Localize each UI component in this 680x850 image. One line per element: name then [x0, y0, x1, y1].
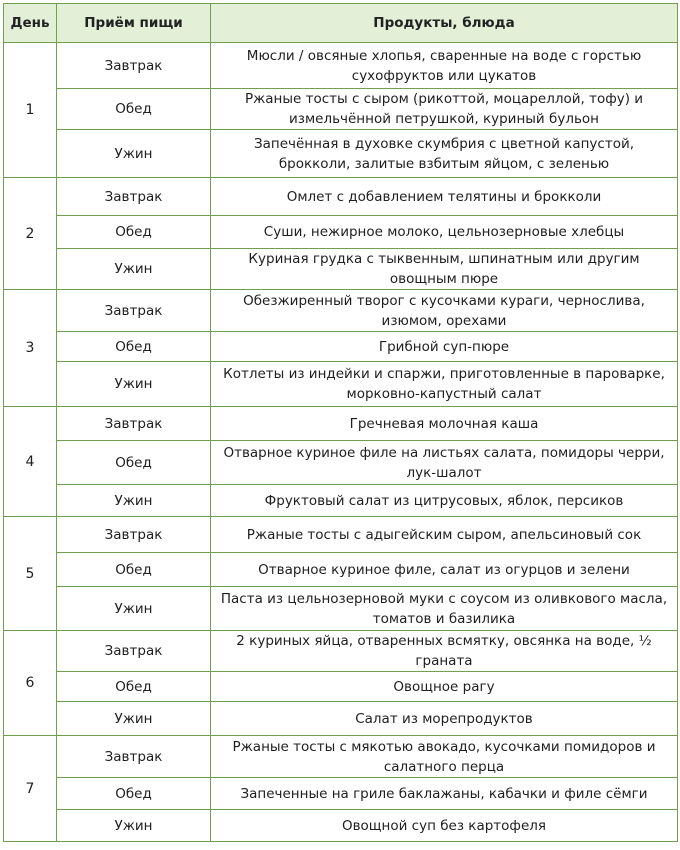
header-dishes: Продукты, блюда: [211, 4, 678, 43]
table-row: [4, 587, 678, 631]
table-row: [4, 216, 678, 249]
meal-name: Обед: [57, 89, 211, 130]
meal-name: Завтрак: [57, 43, 211, 89]
table-row: [4, 553, 678, 587]
meal-name: Завтрак: [57, 736, 211, 778]
table-row: [4, 631, 678, 672]
header-meal: Приём пищи: [57, 4, 211, 43]
dish-description: Грибной суп-пюре: [211, 332, 678, 362]
meal-name: Ужин: [57, 810, 211, 842]
table-row: [4, 672, 678, 702]
table-row: [4, 407, 678, 441]
dish-description: Ржаные тосты с мякотью авокадо, кусочками помидоров и салатного перца: [211, 736, 678, 778]
table-row: [4, 130, 678, 178]
day-number: 4: [4, 407, 57, 517]
dish-description: Запеченные на гриле баклажаны, кабачки и филе сёмги: [211, 778, 678, 810]
dish-description: Гречневая молочная каша: [211, 407, 678, 441]
table-row: [4, 362, 678, 407]
meal-name: Обед: [57, 441, 211, 485]
meal-name: Обед: [57, 332, 211, 362]
dish-description: Овощное рагу: [211, 672, 678, 702]
meal-name: Ужин: [57, 130, 211, 178]
dish-description: Фруктовый салат из цитрусовых, яблок, персиков: [211, 485, 678, 517]
meal-name: Ужин: [57, 249, 211, 290]
table-row: [4, 778, 678, 810]
table-row: [4, 810, 678, 842]
day-number: 2: [4, 178, 57, 290]
dish-description: Мюсли / овсяные хлопья, сваренные на воде с горстью сухофруктов или цукатов: [211, 43, 678, 89]
table-row: [4, 290, 678, 332]
meal-name: Обед: [57, 672, 211, 702]
meal-name: Ужин: [57, 362, 211, 407]
dish-description: Обезжиренный творог с кусочками кураги, чернослива, изюмом, орехами: [211, 290, 678, 332]
dish-description: Суши, нежирное молоко, цельнозерновые хлебцы: [211, 216, 678, 249]
meal-name: Ужин: [57, 587, 211, 631]
dish-description: Паста из цельнозерновой муки с соусом из оливкового масла, томатов и базилика: [211, 587, 678, 631]
meal-name: Завтрак: [57, 290, 211, 332]
dish-description: Отварное куриное филе, салат из огурцов и зелени: [211, 553, 678, 587]
header-day: День: [4, 4, 57, 43]
meal-name: Обед: [57, 216, 211, 249]
dish-description: Омлет с добавлением телятины и брокколи: [211, 178, 678, 216]
table-row: [4, 178, 678, 216]
meal-name: Завтрак: [57, 407, 211, 441]
meal-name: Завтрак: [57, 517, 211, 553]
day-number: 3: [4, 290, 57, 407]
table-row: [4, 441, 678, 485]
table-row: [4, 43, 678, 89]
dish-description: Салат из морепродуктов: [211, 702, 678, 736]
meal-name: Ужин: [57, 702, 211, 736]
meal-name: Ужин: [57, 485, 211, 517]
meal-name: Обед: [57, 553, 211, 587]
dish-description: Отварное куриное филе на листьях салата, помидоры черри, лук-шалот: [211, 441, 678, 485]
day-number: 6: [4, 631, 57, 736]
table-row: [4, 485, 678, 517]
day-number: 1: [4, 43, 57, 178]
meal-name: Завтрак: [57, 178, 211, 216]
meal-plan-table: [3, 3, 678, 842]
day-number: 5: [4, 517, 57, 631]
dish-description: Ржаные тосты с сыром (рикоттой, моцареллой, тофу) и измельчённой петрушкой, куриный бульон: [211, 89, 678, 130]
table-row: [4, 517, 678, 553]
meal-name: Обед: [57, 778, 211, 810]
dish-description: Запечённая в духовке скумбрия с цветной капустой, брокколи, залитые взбитым яйцом, с зеленью: [211, 130, 678, 178]
table-row: [4, 89, 678, 130]
dish-description: Овощной суп без картофеля: [211, 810, 678, 842]
table-row: [4, 332, 678, 362]
header-row: [4, 4, 678, 43]
dish-description: Котлеты из индейки и спаржи, приготовленные в пароварке, морковно-капустный салат: [211, 362, 678, 407]
table-row: [4, 736, 678, 778]
dish-description: Ржаные тосты с адыгейским сыром, апельсиновый сок: [211, 517, 678, 553]
dish-description: Куриная грудка с тыквенным, шпинатным или другим овощным пюре: [211, 249, 678, 290]
table-row: [4, 249, 678, 290]
table-body: [4, 43, 678, 842]
table-row: [4, 702, 678, 736]
dish-description: 2 куриных яйца, отваренных всмятку, овсянка на воде, ½ граната: [211, 631, 678, 672]
meal-name: Завтрак: [57, 631, 211, 672]
day-number: 7: [4, 736, 57, 842]
